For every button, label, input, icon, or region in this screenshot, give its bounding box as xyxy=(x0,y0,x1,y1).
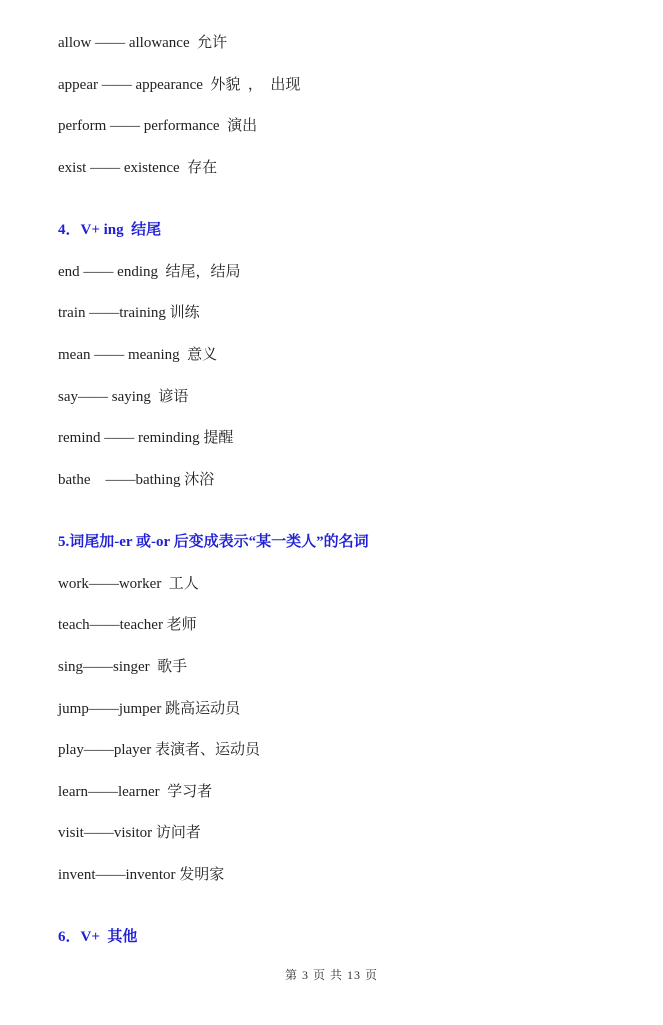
word-pair-say: say—— saying 谚语 xyxy=(58,389,189,405)
footer-suffix: 页 xyxy=(365,968,379,982)
section-heading-5: 5.词尾加-er 或-or 后变成表示“某一类人”的名词 xyxy=(58,534,369,550)
word-pair-appear: appear —— appearance 外貌 ， 出现 xyxy=(58,77,301,93)
footer-current-page: 3 xyxy=(301,968,309,982)
word-pair-bathe: bathe ——bathing 沐浴 xyxy=(58,472,215,488)
word-pair-work: work——worker 工人 xyxy=(58,576,199,592)
word-pair-allow: allow —— allowance 允许 xyxy=(58,35,228,51)
section-heading-6: 6．V+ 其他 xyxy=(58,929,138,945)
word-pair-jump: jump——jumper 跳高运动员 xyxy=(58,701,241,717)
footer-prefix: 第 xyxy=(284,968,298,982)
word-pair-teach: teach——teacher 老师 xyxy=(58,617,197,633)
footer-middle: 页 共 xyxy=(312,968,343,982)
word-pair-play: play——player 表演者、运动员 xyxy=(58,742,261,758)
word-pair-train: train ——training 训练 xyxy=(58,305,200,321)
word-pair-perform: perform —— performance 演出 xyxy=(58,118,258,134)
page-footer xyxy=(0,966,663,983)
word-pair-exist: exist —— existence 存在 xyxy=(58,160,218,176)
word-pair-invent: invent——inventor 发明家 xyxy=(58,867,225,883)
word-pair-end: end —— ending 结尾，结局 xyxy=(58,264,241,280)
word-pair-learn: learn——learner 学习者 xyxy=(58,784,213,800)
word-pair-remind: remind —— reminding 提醒 xyxy=(58,430,234,446)
word-pair-mean: mean —— meaning 意义 xyxy=(58,347,218,363)
section-heading-4: 4．V+ ing 结尾 xyxy=(58,222,162,238)
word-pair-sing: sing——singer 歌手 xyxy=(58,659,188,675)
footer-total-pages: 13 xyxy=(347,968,361,982)
word-pair-visit: visit——visitor 访问者 xyxy=(58,825,201,841)
